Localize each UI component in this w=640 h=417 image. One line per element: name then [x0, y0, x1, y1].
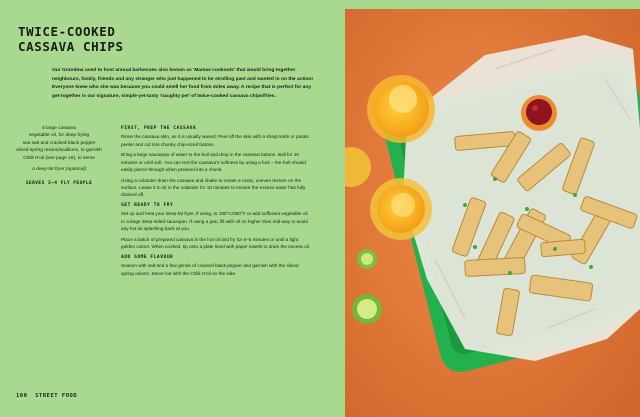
page-footer: [16, 393, 81, 399]
intro-text: Our Grandma used to host annual barbecues also known as 'Mamas cookouts' that would bring together neighbours, family, friends and any stranger who just happened to be strolling past and wanted in on the action! Everyone knew who she was because you could smell her food from miles away. A recipe that is perfect for any get-together is our signature, simple-yet-tasty 'naughty pet' of twice-cooked cassava chips/fries.: [52, 68, 314, 99]
method-paragraph: Bring a large saucepan of water to the boil and drop in the cassava batons. Boil for 20 minutes or until soft. You can test the cassava's softness by using a fork – the fork should easily pierce through when pressed into a chunk.: [121, 152, 306, 172]
method-heading: FIRST, PREP THE CASSAVA: [121, 126, 197, 131]
method-section: [121, 125, 311, 199]
title-line: TWICE-COOKED: [18, 24, 116, 39]
optional-equipment: a deep-fat fryer (optional): [32, 167, 86, 173]
drink-glass-bottom: [370, 178, 432, 240]
ingredient-item: sliced spring onions/scallions, to garnish: [16, 148, 102, 154]
food-photo: [345, 9, 640, 417]
method-paragraph: Set up and heat your deep-fat fryer, if using, to 180°C/350°F or add sufficient vegetable oil to a large deep-sided saucepan. If using a pan, fill with oil no higher than mid-way to avoid any hot oil splashing back at you.: [121, 211, 308, 232]
chilli-sauce-bowl: [521, 95, 557, 131]
method-paragraph: Place a batch of prepared cassava in the hot oil and fry for 5–6 minutes or until a light golden colour. When cooked, tip onto a plate lined with paper towels to drain the excess oil.: [121, 236, 311, 250]
section-name: STREET FOOD: [35, 393, 78, 399]
method-paragraph: Using a colander drain the cassava and shake to create a rustic, uneven texture on the surface. Leave it to sit in the colander for 10 minutes to ensure the excess water has fully drained off.: [121, 177, 306, 198]
method-heading: ADD SOME FLAVOUR: [121, 254, 174, 260]
ingredients-list: [14, 125, 104, 188]
method-paragraph: Season with salt and a few grinds of cracked black pepper and garnish with the sliced spring onions. Serve hot with the Chilli H'oil on the side.: [121, 263, 299, 276]
method-column: [121, 125, 311, 280]
page-number: 100: [16, 393, 28, 399]
ingredient-item: 6 large cassava: [42, 126, 76, 131]
recipe-title: [18, 24, 124, 54]
method-section: [121, 254, 311, 277]
ingredient-item: Chilli H'oil (see page 19), to serve: [23, 155, 95, 161]
method-heading: GET READY TO FRY: [121, 203, 174, 209]
ingredient-item: vegetable oil, for deep frying: [28, 133, 90, 139]
ingredient-item: sea salt and cracked black pepper: [22, 140, 96, 146]
title-line: CASSAVA CHIPS: [18, 39, 124, 54]
method-paragraph: Rinse the cassava skin, as it is usually waxed. Peel off the skin with a sharp knife or potato peeler and cut into chunky chip-sized batons.: [121, 134, 310, 147]
method-section: [121, 202, 311, 250]
serves-label: SERVES 3–4 FLY PEOPLE: [25, 181, 93, 187]
orange-drink-glass: [367, 75, 435, 143]
